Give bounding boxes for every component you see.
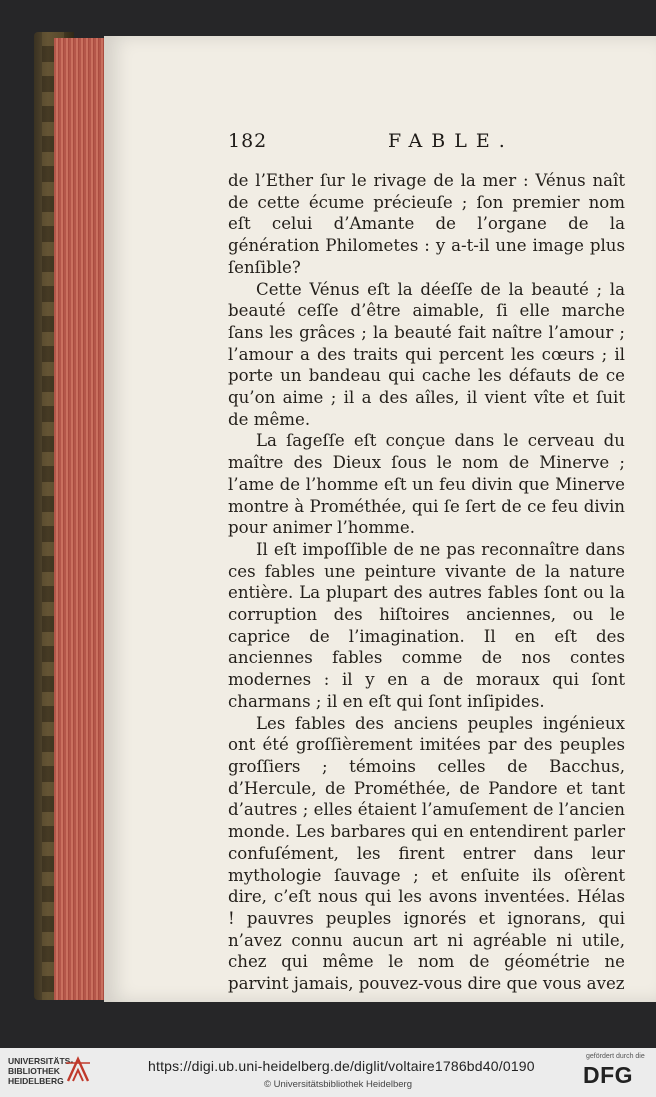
library-name-line-3: HEIDELBERG xyxy=(8,1076,64,1086)
paragraph-1: de l’Ether ſur le rivage de la mer : Vénus naît de cette écume précieuſe ; ſon premier nom eſt celui d’Amante de l’organe de la génération Philometes : y a-t-il une image plus ſenſible? xyxy=(228,171,625,277)
permalink-url[interactable]: https://digi.ub.uni-heidelberg.de/diglit/voltaire1786bd40/0190 xyxy=(148,1058,535,1074)
library-name-line-1: UNIVERSITÄTS- xyxy=(8,1056,74,1066)
body-text xyxy=(228,170,625,995)
library-name-line-2: BIBLIOTHEK xyxy=(8,1066,60,1076)
page-number: 182 xyxy=(228,130,268,152)
paragraph-3: La ſageſſe eſt conçue dans le cerveau du maître des Dieux ſous le nom de Minerve ; l’ame de l’homme eſt un feu divin que Minerve montre à Prométhée, qui ſe ſert de ce feu divin pour animer l’homme. xyxy=(228,431,625,538)
copyright-notice: © Universitätsbibliothek Heidelberg xyxy=(264,1079,412,1090)
running-title: FABLE. xyxy=(388,130,514,152)
funded-by-label: gefördert durch die xyxy=(586,1053,645,1060)
page-edges xyxy=(54,38,108,1000)
page-header xyxy=(228,130,623,156)
library-name xyxy=(8,1056,74,1086)
dfg-logo: DFG xyxy=(583,1062,634,1088)
university-logo-icon xyxy=(64,1055,92,1085)
paragraph-4: Il eſt impoſſible de ne pas reconnaître dans ces fables une peinture vivante de la nature entière. La plupart des autres fables ſont ou la corruption des hiſtoires anciennes, ou le caprice de l’imagination. Il en eſt des anciennes fables comme de nos contes modernes : il y en a de moraux qui ſont charmans ; il en eſt qui ſont inſipides. xyxy=(228,539,625,711)
paragraph-5: Les fables des anciens peuples ingénieux ont été groſſièrement imitées par des peuples groſſiers ; témoins celles de Bacchus, d’Hercule, de Prométhée, de Pandore et tant d’autres ; elles étaient l’amuſement de l’ancien monde. Les barbares qui en entendirent parler confuſément, les firent entrer dans leur mythologie ſauvage ; et enſuite ils oſèrent dire, c’eſt nous qui les avons inventées. Hélas ! pauvres peuples ignorés et ignorans, qui n’avez connu aucun art ni agréable ni utile, chez qui même le nom de géométrie ne parvint jamais, pouvez-vous dire que vous avez xyxy=(228,713,625,994)
footer-bar xyxy=(0,1048,656,1097)
paragraph-2: Cette Vénus eſt la déeſſe de la beauté ; la beauté ceſſe d’être aimable, ſi elle marche ſans les grâces ; la beauté fait naître l’amour ; l’amour a des traits qui percent les cœurs ; il porte un bandeau qui cache les défauts de ce qu’on aime ; il a des aîles, il vient vîte et ſuit de même. xyxy=(228,279,625,429)
